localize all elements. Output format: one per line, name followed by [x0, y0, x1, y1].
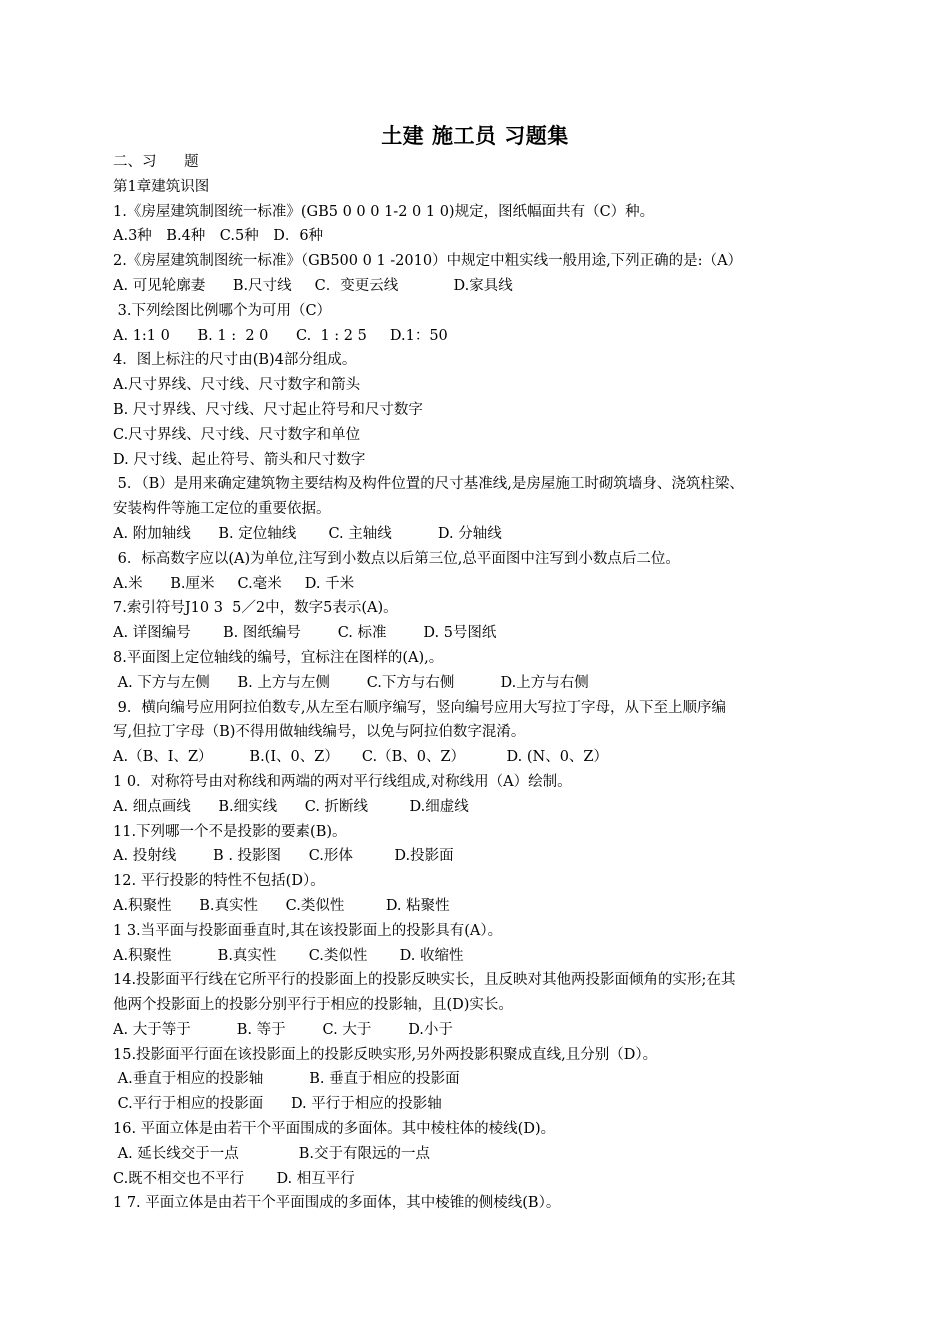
text-line: 7.索引符号J10 3 5／2中，数字5表示(A)。 [113, 600, 398, 617]
text-line: A.（B、I、Z） B.(I、0、Z） C.（B、0、Z） D. (N、0、Z） [113, 749, 609, 766]
text-line: A. 详图编号 B. 图纸编号 C. 标准 D. 5号图纸 [113, 625, 497, 642]
text-line: A. 延长线交于一点 B.交于有限远的一点 [113, 1145, 430, 1162]
text-line: A.米 B.厘米 C.毫米 D. 千米 [113, 575, 355, 592]
text-line: A. 附加轴线 B. 定位轴线 C. 主轴线 D. 分轴线 [113, 525, 502, 542]
text-line: 1 0．对称符号由对称线和两端的两对平行线组成,对称线用（A）绘制。 [113, 773, 572, 790]
text-line: A. 可见轮廓妻 B.尺寸线 C．变更云线 D.家具线 [113, 277, 513, 294]
text-line: C.尺寸界线、尺寸线、尺寸数字和单位 [113, 426, 361, 443]
text-line: 1 7. 平面立体是由若干个平面围成的多面体，其中棱锥的侧棱线(B）。 [113, 1195, 561, 1212]
text-line: A.积聚性 B.真实性 C.类似性 D. 收缩性 [113, 947, 464, 964]
text-line: A. 1:1 0 B. 1 : 2 0 C. 1 : 2 5 D.1：50 [113, 327, 448, 344]
text-line: 5．（B）是用来确定建筑物主要结构及构件位置的尺寸基准线,是房屋施工时砌筑墙身、浇筑柱梁、 [113, 476, 744, 493]
text-line: 1.《房屋建筑制图统一标准》(GB5 0 0 0 1-2 0 1 0)规定，图纸幅面共有（C）种。 [113, 203, 655, 220]
text-line: A. 投射线 B . 投影图 C.形体 D.投影面 [113, 848, 454, 865]
text-line: A.垂直于相应的投影轴 B. 垂直于相应的投影面 [113, 1071, 460, 1088]
text-line: 第1章建筑识图 [113, 178, 210, 195]
text-line: 3.下列绘图比例哪个为可用（C） [113, 302, 332, 319]
text-line: 6．标高数字应以(A)为单位,注写到小数点以后第三位,总平面图中注写到小数点后二位。 [113, 550, 680, 567]
text-line: 12. 平行投影的特性不包括(D）。 [113, 873, 325, 890]
text-line: A.积聚性 B.真实性 C.类似性 D. 粘聚性 [113, 897, 450, 914]
text-line: 11.下列哪一个不是投影的要素(B)。 [113, 823, 347, 840]
text-line: 4．图上标注的尺寸由(B)4部分组成。 [113, 352, 357, 369]
document-body [113, 150, 853, 1216]
text-line: B. 尺寸界线、尺寸线、尺寸起止符号和尺寸数字 [113, 401, 423, 418]
text-line: A.3种 B.4种 C.5种 D．6种 [113, 228, 324, 245]
text-line: C.既不相交也不平行 D. 相互平行 [113, 1170, 355, 1187]
text-line: 15.投影面平行面在该投影面上的投影反映实形,另外两投影积聚成直线,且分别（D）。 [113, 1046, 658, 1063]
text-line: 9．横向编号应用阿拉伯数专,从左至右顺序编写，竖向编号应用大写拉丁字母，从下至上顺序编 [113, 699, 726, 716]
text-line: A. 下方与左侧 B. 上方与左侧 C.下方与右侧 D.上方与右侧 [113, 674, 589, 691]
text-line: 写,但拉丁字母（B)不得用做轴线编号，以免与阿拉伯数字混淆。 [113, 724, 526, 741]
text-line: C.平行于相应的投影面 D. 平行于相应的投影轴 [113, 1096, 442, 1113]
text-line: 8.平面图上定位轴线的编号，宜标注在图样的(A),。 [113, 649, 444, 666]
text-line: 安装构件等施工定位的重要依据。 [113, 501, 331, 518]
text-line: A.尺寸界线、尺寸线、尺寸数字和箭头 [113, 377, 361, 394]
text-line: A. 细点画线 B.细实线 C. 折断线 D.细虚线 [113, 798, 469, 815]
text-line: 二、习 题 [113, 154, 199, 170]
text-line: 14.投影面平行线在它所平行的投影面上的投影反映实长，且反映对其他两投影面倾角的实形;在其 [113, 972, 736, 989]
text-line: A. 大于等于 B. 等于 C. 大于 D.小于 [113, 1021, 453, 1038]
text-line: 他两个投影面上的投影分别平行于相应的投影轴，且(D)实长。 [113, 997, 513, 1014]
text-line: 16. 平面立体是由若干个平面围成的多面体。其中棱柱体的棱线(D)。 [113, 1121, 556, 1138]
text-line: D. 尺寸线、起止符号、箭头和尺寸数字 [113, 451, 366, 468]
document-title: 土建 施工员 习题集 [381, 123, 569, 148]
text-line: 2.《房屋建筑制图统一标准》（GB500 0 1 -2010）中规定中粗实线一般用途,下列正确的是:（A） [113, 253, 743, 270]
text-line: 1 3.当平面与投影面垂直时,其在该投影面上的投影具有(A）。 [113, 922, 503, 939]
